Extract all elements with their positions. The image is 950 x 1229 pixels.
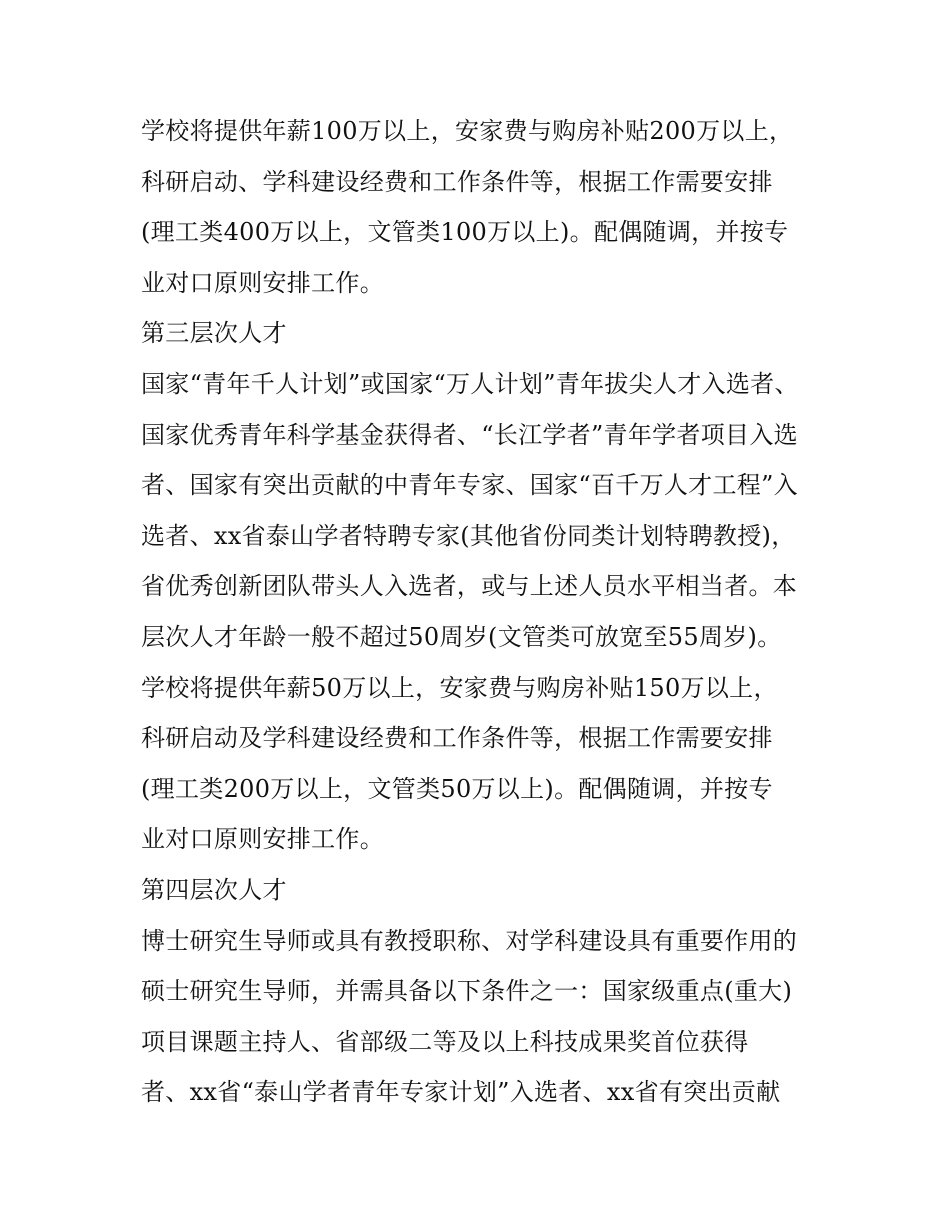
text-line: 选者、xx省泰山学者特聘专家(其他省份同类计划特聘教授)， [141,521,796,550]
text-line: 硕士研究生导师，并需具备以下条件之一：国家级重点(重大) [141,977,793,1006]
text-line: 项目课题主持人、省部级二等及以上科技成果奖首位获得 [141,1027,749,1056]
text-line: 科研启动及学科建设经费和工作条件等，根据工作需要安排 [141,724,773,753]
text-line: (理工类200万以上，文管类50万以上)。配偶随调，并按专 [141,774,773,803]
text-line: 国家“青年千人计划”或国家“万人计划”青年拔尖人才入选者、 [141,369,799,398]
text-line: 业对口原则安排工作。 [141,825,384,854]
text-line: 层次人才年龄一般不超过50周岁(文管类可放宽至55周岁)。 [141,622,782,651]
document-body [141,106,821,1118]
text-line: 学校将提供年薪50万以上，安家费与购房补贴150万以上， [141,673,778,702]
text-line: 博士研究生导师或具有教授职称、对学科建设具有重要作用的 [141,926,798,955]
text-line: (理工类400万以上，文管类100万以上)。配偶随调，并按专 [141,218,789,247]
section-heading: 第三层次人才 [141,319,287,348]
text-line: 者、国家有突出贡献的中青年专家、国家“百千万人才工程”入 [141,471,798,500]
text-line: 者、xx省“泰山学者青年专家计划”入选者、xx省有突出贡献 [141,1078,781,1107]
text-line: 学校将提供年薪100万以上，安家费与购房补贴200万以上， [141,117,794,145]
text-line: 国家优秀青年科学基金获得者、“长江学者”青年学者项目入选 [141,420,798,449]
text-line: 科研启动、学科建设经费和工作条件等，根据工作需要安排 [141,167,773,196]
text-line: 省优秀创新团队带头人入选者，或与上述人员水平相当者。本 [141,572,798,601]
section-heading: 第四层次人才 [141,875,287,904]
text-line: 业对口原则安排工作。 [141,268,384,297]
